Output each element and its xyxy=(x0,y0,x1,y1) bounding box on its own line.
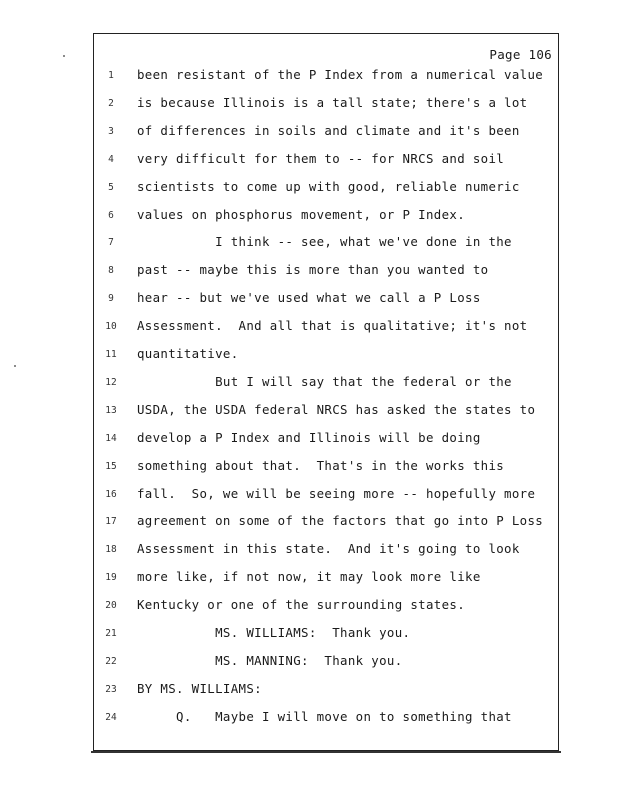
line-text: quantitative. xyxy=(137,346,239,361)
line-text: been resistant of the P Index from a numerical value xyxy=(137,67,544,82)
transcript-line xyxy=(0,123,618,141)
transcript-line xyxy=(0,290,618,308)
transcript-line xyxy=(0,179,618,197)
line-number: 2 xyxy=(108,97,114,109)
transcript-line xyxy=(0,234,618,252)
transcript-line xyxy=(0,513,618,531)
line-text: USDA, the USDA federal NRCS has asked the states to xyxy=(137,401,536,417)
transcript-line xyxy=(0,151,618,169)
transcript-line xyxy=(0,458,618,476)
line-number: 10 xyxy=(105,321,117,333)
transcript-line xyxy=(0,262,618,280)
line-text: hear -- but we've used what we call a P Loss xyxy=(137,290,481,306)
line-text: fall. So, we will be seeing more -- hopefully more xyxy=(137,485,536,501)
line-number: 22 xyxy=(105,655,117,667)
transcript-line xyxy=(0,207,618,225)
line-number: 14 xyxy=(105,432,117,444)
line-number: 20 xyxy=(105,600,117,612)
line-number: 24 xyxy=(105,711,117,723)
scan-speck xyxy=(14,365,16,367)
line-number: 18 xyxy=(105,544,117,556)
transcript-line xyxy=(0,346,618,364)
line-text: Assessment. And all that is qualitative; it's not xyxy=(137,318,528,334)
transcript-line xyxy=(0,374,618,392)
line-text: Assessment in this state. And it's going to look xyxy=(137,541,520,557)
line-text: is because Illinois is a tall state; there's a lot xyxy=(137,94,528,110)
line-number: 4 xyxy=(108,153,114,165)
transcript-line xyxy=(0,681,618,699)
transcript-line xyxy=(0,95,618,113)
line-number: 23 xyxy=(105,683,117,695)
line-number: 1 xyxy=(108,70,114,81)
line-text: BY MS. WILLIAMS: xyxy=(137,680,262,696)
line-number: 12 xyxy=(105,376,117,388)
line-text: develop a P Index and Illinois will be doing xyxy=(137,429,481,445)
line-number: 3 xyxy=(108,125,114,137)
line-number: 21 xyxy=(105,628,117,639)
line-number: 16 xyxy=(105,488,117,500)
transcript-line xyxy=(0,653,618,671)
line-number: 17 xyxy=(105,516,117,528)
line-number: 19 xyxy=(105,572,117,584)
transcript-line xyxy=(0,486,618,504)
scan-speck xyxy=(63,55,65,57)
transcript-line xyxy=(0,67,618,85)
transcript-line xyxy=(0,430,618,448)
line-text: more like, if not now, it may look more like xyxy=(137,569,481,585)
transcript-line xyxy=(0,402,618,420)
transcript-line xyxy=(0,569,618,587)
line-text: I think -- see, what we've done in the xyxy=(137,234,512,250)
line-text: scientists to come up with good, reliable numeric xyxy=(137,178,520,194)
line-text: Kentucky or one of the surrounding states. xyxy=(137,597,466,613)
line-text: values on phosphorus movement, or P Index. xyxy=(137,206,466,222)
line-text: Q. Maybe I will move on to something that xyxy=(137,708,512,724)
line-number: 6 xyxy=(108,209,114,221)
line-number: 13 xyxy=(105,404,117,416)
line-text: But I will say that the federal or the xyxy=(137,373,512,389)
line-text: very difficult for them to -- for NRCS and soil xyxy=(137,150,505,166)
line-text: MS. MANNING: Thank you. xyxy=(137,652,403,668)
transcript-line xyxy=(0,597,618,615)
bottom-rule xyxy=(91,751,561,753)
line-text: of differences in soils and climate and it's been xyxy=(137,122,520,138)
line-number: 8 xyxy=(108,265,114,277)
line-text: something about that. That's in the works this xyxy=(137,457,505,473)
line-number: 5 xyxy=(108,181,114,193)
line-number: 7 xyxy=(108,237,114,249)
line-text: agreement on some of the factors that go into P Loss xyxy=(137,513,544,529)
transcript-line xyxy=(0,709,618,727)
transcript-line xyxy=(0,318,618,336)
line-text: past -- maybe this is more than you wanted to xyxy=(137,262,489,278)
page-number: Page 106 xyxy=(489,47,552,62)
transcript-line xyxy=(0,541,618,559)
line-number: 15 xyxy=(105,460,117,472)
line-number: 11 xyxy=(105,349,117,360)
line-text: MS. WILLIAMS: Thank you. xyxy=(137,625,411,640)
line-number: 9 xyxy=(108,293,114,305)
transcript-line xyxy=(0,625,618,643)
